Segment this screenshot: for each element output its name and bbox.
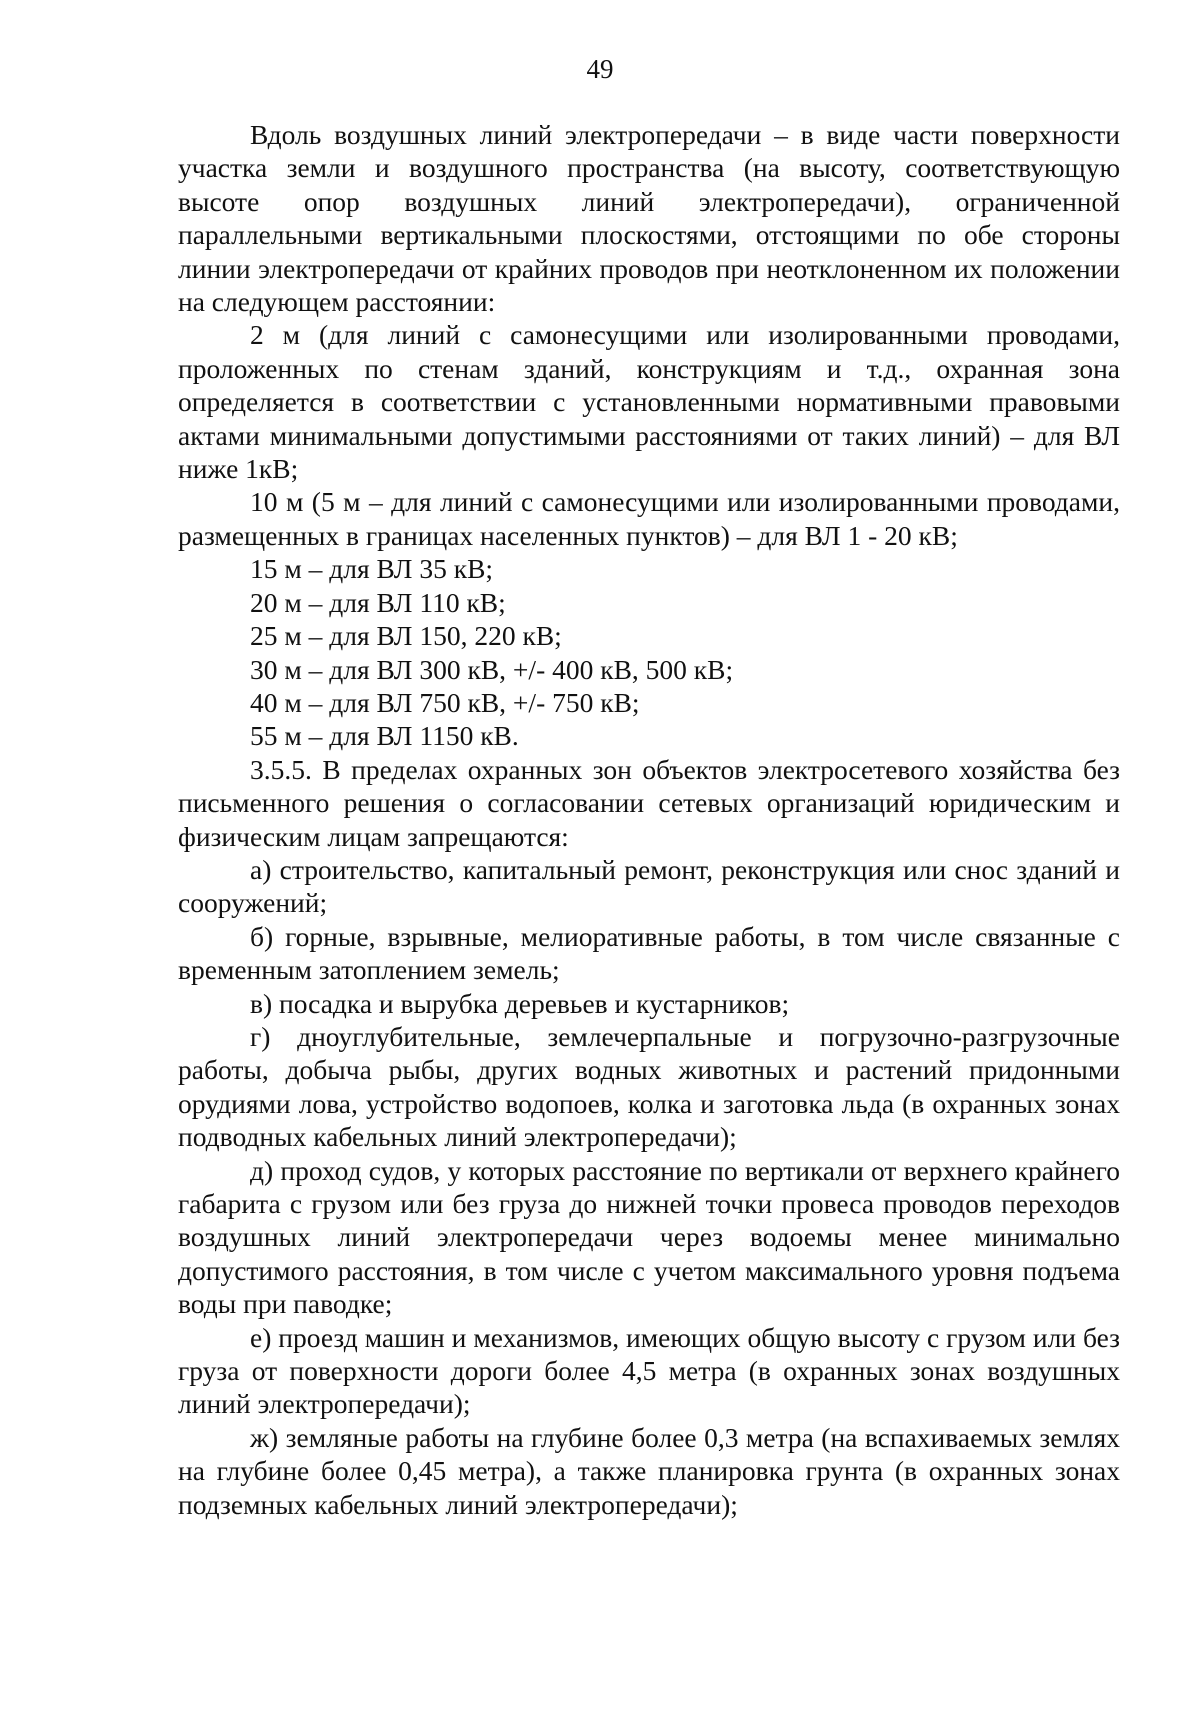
page-number: 49 bbox=[586, 54, 614, 84]
list-item-a: а) строительство, капитальный ремонт, реконструкция или снос зданий и сооружений; bbox=[178, 853, 1120, 919]
document-body bbox=[178, 118, 1120, 1521]
paragraph-overhead-lines-intro: Вдоль воздушных линий электропередачи – в виде части поверхности участка земли и воздушного пространства (на высоту, соответствующую высоте опор воздушных линий электропередачи), ограниченной параллельными вертикальными плоскостями, отстоящими по обе стороны линии электропередачи от крайних проводов при неотклоненном их положении на следующем расстоянии: bbox=[178, 119, 1120, 318]
list-item-d: д) проход судов, у которых расстояние по вертикали от верхнего крайнего габарита с грузом или без груза до нижней точки провеса проводов переходов воздушных линий электропередачи через водоемы менее минимально допустимого расстояния, в том числе с учетом максимального уровня подъема воды при паводке; bbox=[178, 1154, 1120, 1320]
paragraph-zone-750kv: 40 м – для ВЛ 750 кВ, +/- 750 кВ; bbox=[250, 686, 640, 718]
paragraph-zone-1-20kv: 10 м (5 м – для линий с самонесущими или изолированными проводами, размещенных в границах населенных пунктов) – для ВЛ 1 - 20 кВ; bbox=[178, 486, 1120, 551]
paragraph-section-3-5-5: 3.5.5. В пределах охранных зон объектов электросетевого хозяйства без письменного решения о согласовании сетевых организаций юридическим и физическим лицам запрещаются: bbox=[178, 753, 1120, 852]
paragraph-zone-1150kv: 55 м – для ВЛ 1150 кВ. bbox=[250, 720, 519, 752]
list-item-zh: ж) земляные работы на глубине более 0,3 метра (на вспахиваемых землях на глубине более 0,45 метра), а также планировка грунта (в охранных зонах подземных кабельных линий электропередачи); bbox=[178, 1421, 1120, 1520]
paragraph-zone-110kv: 20 м – для ВЛ 110 кВ; bbox=[250, 586, 506, 618]
list-item-v: в) посадка и вырубка деревьев и кустарников; bbox=[250, 987, 790, 1019]
list-item-g: г) дноуглубительные, землечерпальные и погрузочно-разгрузочные работы, добыча рыбы, других водных животных и растений придонными орудиями лова, устройство водопоев, колка и заготовка льда (в охранных зонах подводных кабельных линий электропередачи); bbox=[178, 1020, 1120, 1153]
list-item-e: е) проезд машин и механизмов, имеющих общую высоту с грузом или без груза от поверхности дороги более 4,5 метра (в охранных зонах воздушных линий электропередачи); bbox=[178, 1321, 1120, 1420]
paragraph-zone-35kv: 15 м – для ВЛ 35 кВ; bbox=[250, 553, 494, 585]
paragraph-zone-300-500kv: 30 м – для ВЛ 300 кВ, +/- 400 кВ, 500 кВ; bbox=[250, 653, 734, 685]
list-item-b: б) горные, взрывные, мелиоративные работы, в том числе связанные с временным затоплением земель; bbox=[178, 920, 1120, 986]
paragraph-zone-150-220kv: 25 м – для ВЛ 150, 220 кВ; bbox=[250, 620, 562, 652]
paragraph-zone-below-1kv: 2 м (для линий с самонесущими или изолированными проводами, проложенных по стенам зданий, конструкциям и т.д., охранная зона определяется в соответствии с установленными нормативными правовыми актами минимальными допустимыми расстояниями от таких линий) – для ВЛ ниже 1кВ; bbox=[178, 319, 1120, 485]
